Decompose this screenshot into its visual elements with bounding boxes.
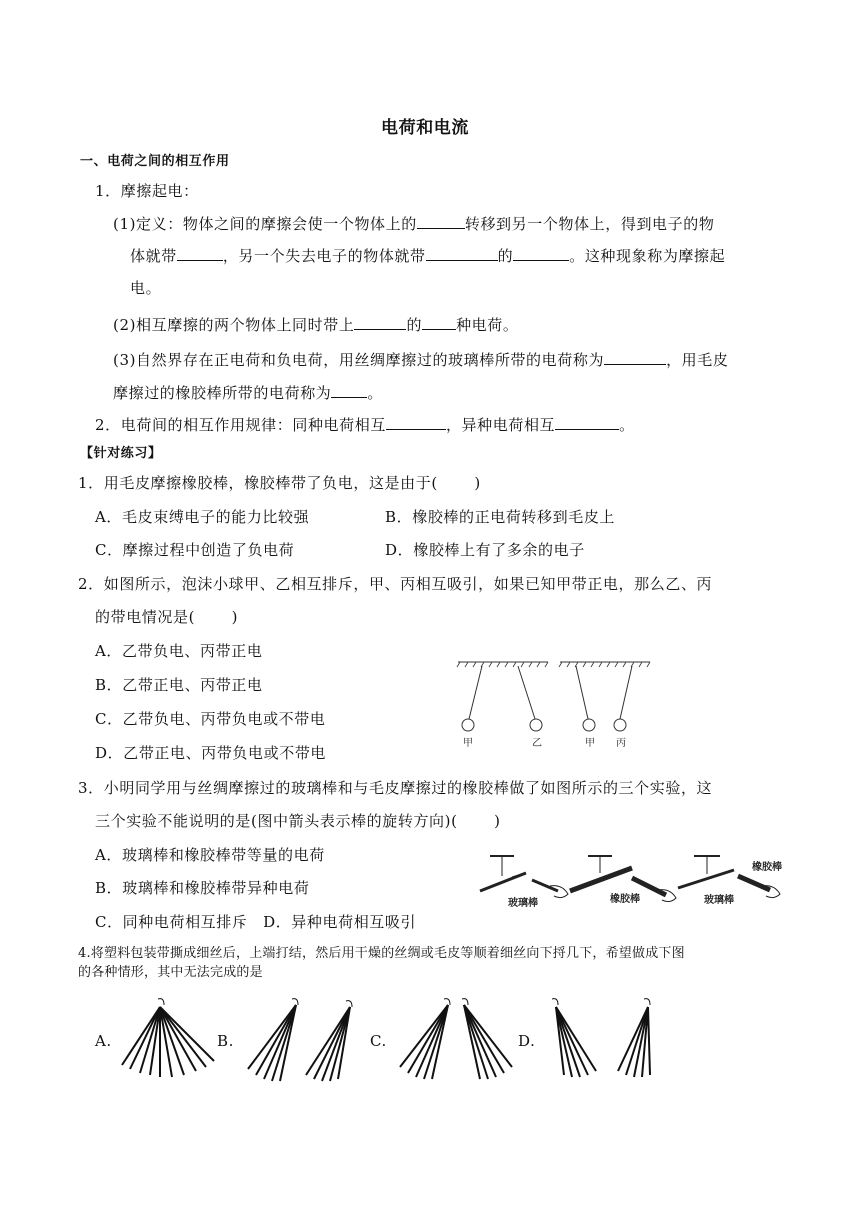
point-3-line-2 bbox=[113, 382, 383, 403]
q1-option-a: A．毛皮束缚电子的能力比较强 bbox=[95, 508, 310, 526]
q4-label-a: A. bbox=[95, 1032, 112, 1050]
blank bbox=[422, 314, 456, 330]
q1-stem: 1．用毛皮摩擦橡胶棒，橡胶棒带了负电，这是由于( ) bbox=[78, 474, 481, 492]
text: 摩擦过的橡胶棒所带的电荷称为 bbox=[113, 384, 332, 402]
ball-label: 甲 bbox=[585, 738, 595, 749]
text: ，用毛皮 bbox=[666, 351, 729, 369]
item2 bbox=[95, 414, 635, 435]
point-2 bbox=[113, 314, 518, 335]
q2-stem-2: 的带电情况是( ) bbox=[95, 608, 239, 626]
q3-option-a: A．玻璃棒和橡胶棒带等量的电荷 bbox=[95, 846, 325, 864]
q4-strip-figure bbox=[118, 995, 698, 1085]
blank bbox=[417, 213, 465, 229]
page-title: 电荷和电流 bbox=[381, 118, 469, 138]
text: ，异种电荷相互 bbox=[445, 416, 556, 434]
text: 。 bbox=[619, 416, 635, 434]
rod-label: 橡胶棒 bbox=[752, 862, 782, 873]
q2-stem-1: 2．如图所示，泡沫小球甲、乙相互排斥，甲、丙相互吸引，如果已知甲带正电，那么乙、丙 bbox=[78, 575, 713, 593]
ball-label: 乙 bbox=[532, 738, 542, 749]
text: (2)相互摩擦的两个物体上同时带上 bbox=[113, 316, 355, 334]
blank bbox=[177, 245, 223, 261]
text: 的 bbox=[406, 316, 423, 334]
blank bbox=[604, 349, 666, 365]
q3-stem-2: 三个实验不能说明的是(图中箭头表示棒的旋转方向)( ) bbox=[95, 812, 501, 830]
text: 的 bbox=[497, 247, 514, 265]
text: 2．电荷间的相互作用规律：同种电荷相互 bbox=[95, 416, 386, 434]
ball-label: 丙 bbox=[616, 738, 626, 749]
q1-option-c: C．摩擦过程中创造了负电荷 bbox=[95, 541, 295, 559]
q2-option-a: A．乙带负电、丙带正电 bbox=[95, 642, 263, 660]
text: 。这种现象称为摩擦起 bbox=[569, 247, 726, 265]
definition-line-1 bbox=[113, 213, 714, 234]
q4-label-c: C. bbox=[370, 1032, 387, 1050]
item1-heading: 1．摩擦起电： bbox=[95, 182, 199, 200]
q3-rod-figure bbox=[472, 850, 800, 912]
section-heading: 一、电荷之间的相互作用 bbox=[80, 154, 230, 169]
q3-stem-1: 3．小明同学用与丝绸摩擦过的玻璃棒和与毛皮摩擦过的橡胶棒做了如图所示的三个实验，这 bbox=[78, 779, 713, 797]
blank bbox=[354, 314, 406, 330]
practice-heading: 【针对练习】 bbox=[80, 446, 162, 461]
blank bbox=[555, 414, 619, 430]
ball-label: 甲 bbox=[463, 738, 473, 749]
rod-label: 橡胶棒 bbox=[610, 894, 640, 905]
q3-option-b: B．玻璃棒和橡胶棒带异种电荷 bbox=[95, 879, 310, 897]
q4-stem-1: 4.将塑料包装带撕成细丝后，上端打结，然后用干燥的丝绸或毛皮等顺着细丝向下捋几下，希望做成下图 bbox=[78, 946, 685, 961]
definition-line-3: 电。 bbox=[130, 279, 162, 297]
q4-label-d: D. bbox=[518, 1032, 536, 1050]
text: ，另一个失去电子的物体就带 bbox=[222, 247, 426, 265]
q1-option-d: D．橡胶棒上有了多余的电子 bbox=[385, 541, 585, 559]
blank bbox=[513, 245, 569, 261]
text: 种电荷。 bbox=[456, 316, 519, 334]
q2-option-b: B．乙带正电、丙带正电 bbox=[95, 676, 263, 694]
q4-label-b: B. bbox=[217, 1032, 234, 1050]
definition-line-2 bbox=[130, 245, 725, 266]
rod-label: 玻璃棒 bbox=[508, 898, 538, 909]
point-3-line-1 bbox=[113, 349, 728, 370]
q2-option-d: D．乙带正电、丙带负电或不带电 bbox=[95, 744, 327, 762]
text: (3)自然界存在正电荷和负电荷，用丝绸摩擦过的玻璃棒所带的电荷称为 bbox=[113, 351, 605, 369]
blank bbox=[331, 382, 367, 398]
q2-pendulum-figure bbox=[452, 658, 662, 750]
text: 。 bbox=[367, 384, 384, 402]
text: 转移到另一个物体上，得到电子的物 bbox=[464, 215, 715, 233]
rod-label: 玻璃棒 bbox=[704, 895, 734, 906]
q4-stem-2: 的各种情形，其中无法完成的是 bbox=[78, 965, 263, 980]
q2-option-c: C．乙带负电、丙带负电或不带电 bbox=[95, 710, 326, 728]
blank bbox=[426, 245, 498, 261]
q1-option-b: B．橡胶棒的正电荷转移到毛皮上 bbox=[385, 508, 616, 526]
q3-options-c-d: C．同种电荷相互排斥 D．异种电荷相互吸引 bbox=[95, 913, 417, 931]
text: (1)定义：物体之间的摩擦会使一个物体上的 bbox=[113, 215, 417, 233]
blank bbox=[386, 414, 446, 430]
text: 体就带 bbox=[130, 247, 177, 265]
